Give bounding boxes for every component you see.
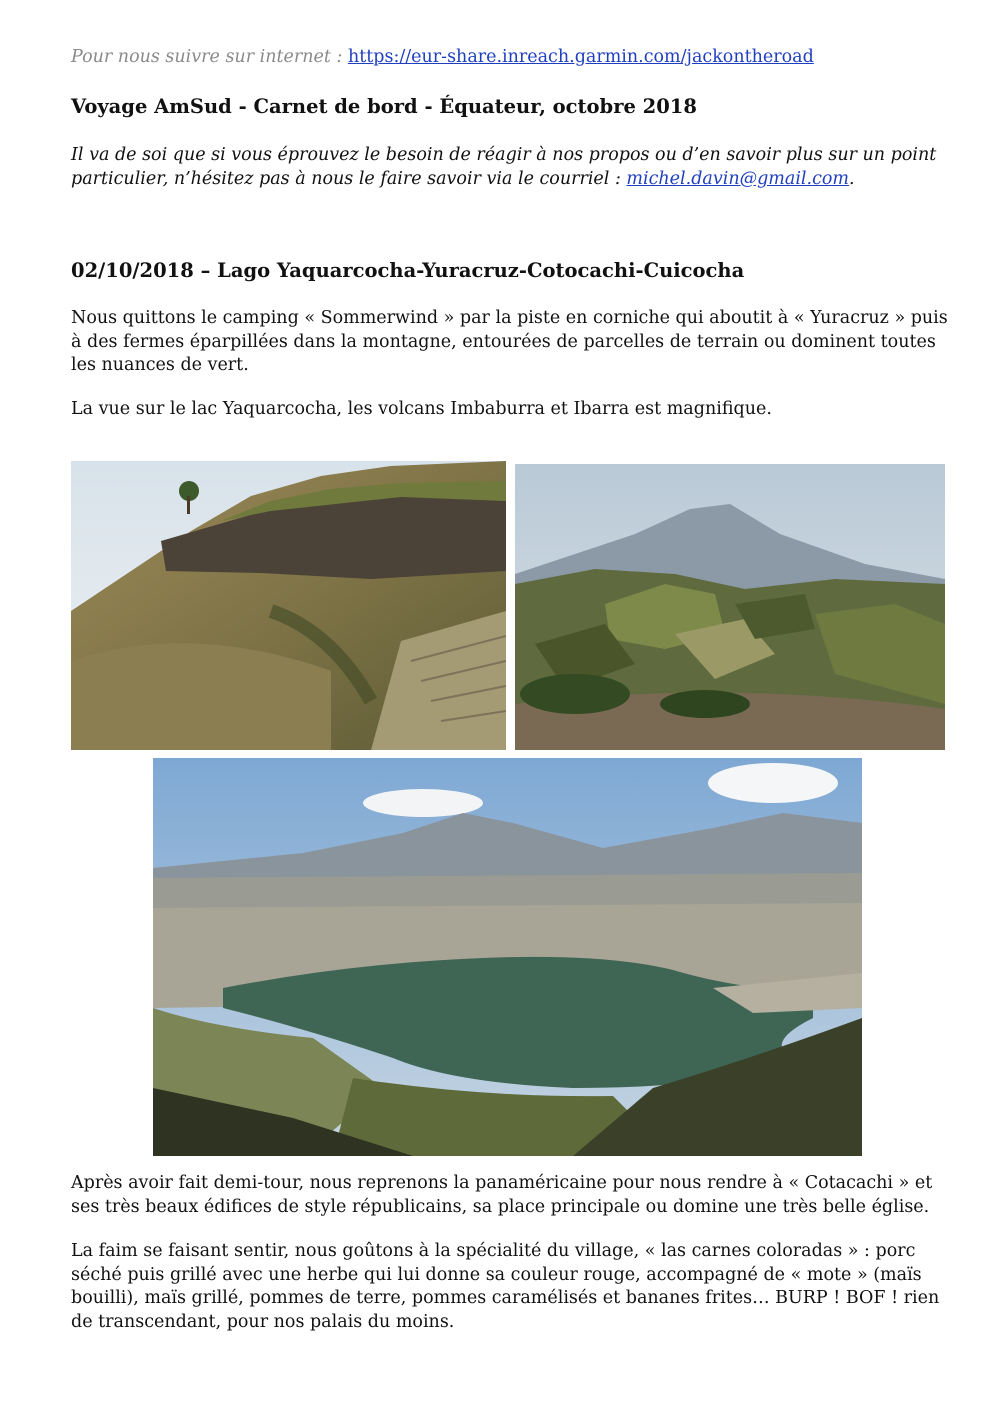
intro-text: Il va de soi que si vous éprouvez le besoin de réagir à nos propos ou d’en savoir plus sur un point particulier, n’hésitez pas à nous le faire savoir via le courriel : bbox=[71, 145, 937, 189]
intro-end: . bbox=[849, 168, 855, 189]
follow-label: Pour nous suivre sur internet : bbox=[71, 47, 343, 67]
paragraph-camping: Nous quittons le camping « Sommerwind » par la piste en corniche qui aboutit à « Yuracruz » puis à des fermes éparpillées dans la montagne, entourées de parcelles de terrain ou dominent toutes les nuances de vert. bbox=[71, 308, 948, 375]
follow-line bbox=[71, 47, 814, 67]
photo-hillside-field bbox=[71, 461, 506, 750]
tracking-link[interactable]: https://eur-share.inreach.garmin.com/jackontheroad bbox=[347, 47, 814, 67]
photo-lake-panorama bbox=[153, 758, 862, 1156]
paragraph-view: La vue sur le lac Yaquarcocha, les volcans Imbaburra et Ibarra est magnifique. bbox=[71, 399, 772, 419]
entry-heading: 02/10/2018 – Lago Yaquarcocha-Yuracruz-Cotocachi-Cuicocha bbox=[71, 259, 745, 282]
email-link[interactable]: michel.davin@gmail.com bbox=[626, 168, 850, 189]
intro-paragraph bbox=[71, 144, 951, 191]
paragraph-food: La faim se faisant sentir, nous goûtons à la spécialité du village, « las carnes coloradas » : porc séché puis grillé avec une herbe qui lui donne sa couleur rouge, accompagné de « mote » (maïs bouilli), maïs grillé, pommes de terre, pommes caramélisés et bananes frites… BURP ! BOF ! rien de transcendant, pour nos palais du moins. bbox=[71, 1241, 940, 1332]
page-title: Voyage AmSud - Carnet de bord - Équateur, octobre 2018 bbox=[71, 95, 697, 118]
photo-volcano-fields bbox=[515, 464, 945, 750]
paragraph-cotacachi: Après avoir fait demi-tour, nous reprenons la panaméricaine pour nous rendre à « Cotacachi » et ses très beaux édifices de style républicains, sa place principale ou domine une très belle église. bbox=[71, 1173, 933, 1217]
